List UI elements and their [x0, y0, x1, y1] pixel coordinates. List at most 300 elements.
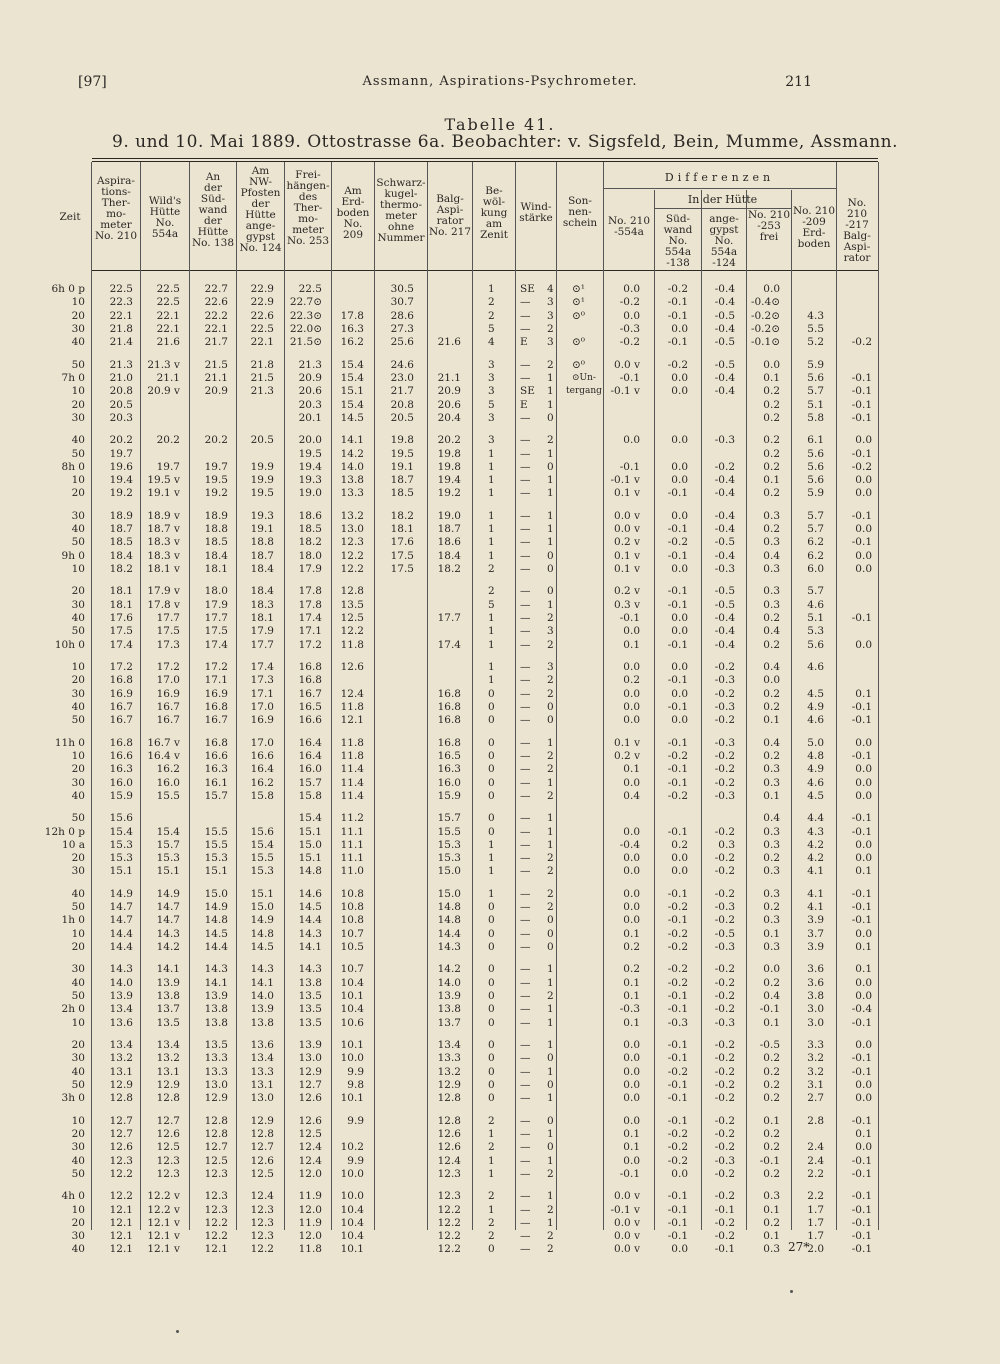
cell-sud: 15.5 — [204, 825, 228, 838]
cell-wind-strength: 1 — [547, 976, 554, 989]
cell-d2: -0.1 — [667, 674, 688, 687]
cell-zeit: 40 — [71, 976, 85, 989]
cell-d5: 5.7 — [807, 585, 824, 598]
table-row — [0, 296, 1000, 309]
cell-sud: 12.3 — [204, 1190, 228, 1203]
table-row — [0, 1092, 1000, 1105]
cell-d5: 3.6 — [807, 963, 824, 976]
cell-bewoelkung: 1 — [488, 865, 495, 878]
cell-erd: 13.2 — [340, 509, 364, 522]
table-row — [0, 283, 1000, 296]
cell-d4: 0.2 — [763, 1127, 780, 1140]
cell-wind-strength: 1 — [547, 1190, 554, 1203]
cell-wind-strength: 2 — [547, 1230, 554, 1243]
table-row — [0, 461, 1000, 474]
cell-aspir: 14.4 — [109, 927, 133, 940]
cell-nw: 17.9 — [250, 625, 274, 638]
cell-wind-strength: 2 — [547, 434, 554, 447]
cell-frei: 16.0 — [298, 763, 322, 776]
table-row — [0, 1039, 1000, 1052]
cell-wild: 16.9 — [156, 687, 180, 700]
cell-wind-strength: 0 — [547, 700, 554, 713]
cell-bewoelkung: 0 — [488, 763, 495, 776]
cell-wind-direction: SE — [520, 385, 535, 398]
cell-d3: -0.4 — [714, 322, 735, 335]
cell-frei: 19.4 — [298, 460, 322, 473]
cell-nw: 15.6 — [250, 825, 274, 838]
cell-nw: 12.8 — [250, 1127, 274, 1140]
cell-d1: 0.0 — [623, 852, 640, 865]
cell-d4: 0.2 — [763, 447, 780, 460]
cell-wind-direction: — — [520, 309, 531, 322]
cell-wind-direction: — — [520, 1230, 531, 1243]
cell-aspir: 21.4 — [109, 336, 133, 349]
cell-erd: 11.4 — [340, 776, 364, 789]
cell-wind-strength: 1 — [547, 385, 554, 398]
cell-bewoelkung: 1 — [488, 1127, 495, 1140]
cell-wild: 12.5 — [156, 1141, 180, 1154]
cell-erd: 14.0 — [340, 460, 364, 473]
cell-sud: 17.9 — [204, 598, 228, 611]
cell-d4: 0.2 — [763, 523, 780, 536]
cell-d3: -0.2 — [714, 865, 735, 878]
cell-d3: -0.2 — [714, 1141, 735, 1154]
cell-bewoelkung: 5 — [488, 322, 495, 335]
cell-wind-strength: 1 — [547, 736, 554, 749]
cell-schw: 20.8 — [390, 398, 414, 411]
cell-bewoelkung: 5 — [488, 398, 495, 411]
table-row — [0, 563, 1000, 576]
cell-d3: -0.4 — [714, 296, 735, 309]
cell-nw: 19.3 — [250, 509, 274, 522]
cell-wild: 20.2 — [156, 434, 180, 447]
cell-d5: 4.9 — [807, 700, 824, 713]
cell-frei: 11.9 — [298, 1216, 322, 1229]
cell-aspir: 15.4 — [109, 825, 133, 838]
cell-sud: 15.3 — [204, 852, 228, 865]
cell-aspir: 17.5 — [109, 625, 133, 638]
cell-schw: 18.7 — [390, 474, 414, 487]
table-row — [0, 865, 1000, 878]
cell-sud: 14.1 — [204, 976, 228, 989]
cell-wind-strength: 1 — [547, 1065, 554, 1078]
cell-balg: 16.5 — [437, 749, 461, 762]
column-header-d1: No. 210 -554a — [607, 215, 651, 238]
column-header-erd: Am Erd- boden No. 209 — [336, 185, 370, 241]
cell-wild: 17.9 v — [147, 585, 180, 598]
cell-erd: 11.1 — [340, 852, 364, 865]
cell-d5: 5.1 — [807, 612, 824, 624]
cell-d4: 0.4 — [763, 812, 780, 825]
cell-nw: 13.6 — [250, 1039, 274, 1051]
cell-wind-direction: — — [520, 789, 531, 802]
running-title: Assmann, Aspirations-Psychrometer. — [362, 74, 638, 89]
cell-bewoelkung: 1 — [488, 536, 495, 549]
cell-erd: 13.8 — [340, 474, 364, 487]
cell-d2: -0.1 — [667, 309, 688, 322]
cell-wild: 16.2 — [156, 763, 180, 776]
cell-d3: -0.2 — [714, 749, 735, 762]
cell-d1: 0.0 — [623, 914, 640, 927]
cell-nw: 19.1 — [250, 523, 274, 536]
cell-aspir: 12.1 — [109, 1243, 133, 1256]
cell-d2: -0.1 — [667, 1203, 688, 1216]
cell-wind-direction: — — [520, 1154, 531, 1167]
cell-d3: -0.5 — [714, 585, 735, 598]
cell-erd: 11.1 — [340, 825, 364, 838]
table-row — [0, 977, 1000, 990]
cell-frei: 13.0 — [298, 1052, 322, 1065]
cell-d1: -0.1 v — [610, 1203, 640, 1216]
cell-aspir: 12.1 — [109, 1216, 133, 1229]
cell-erd: 10.6 — [340, 1016, 364, 1029]
table-row — [0, 928, 1000, 941]
cell-frei: 12.6 — [298, 1092, 322, 1105]
cell-d6: 0.1 — [855, 687, 872, 700]
cell-d4: -0.2⊙ — [750, 322, 780, 335]
cell-zeit: 30 — [71, 1141, 85, 1154]
cell-d2: -0.1 — [667, 1230, 688, 1243]
cell-frei: 16.4 — [298, 736, 322, 749]
cell-bewoelkung: 1 — [488, 887, 495, 900]
cell-zeit: 7h 0 — [61, 371, 85, 384]
table-row — [0, 474, 1000, 487]
cell-d4: 0.1 — [763, 927, 780, 940]
cell-d3: -0.2 — [714, 1167, 735, 1180]
cell-balg: 15.0 — [437, 865, 461, 878]
cell-aspir: 14.7 — [109, 901, 133, 914]
cell-wind-strength: 1 — [547, 1039, 554, 1051]
cell-d1: 0.2 — [623, 963, 640, 976]
cell-d3: -0.4 — [714, 371, 735, 384]
table-row — [0, 1115, 1000, 1128]
cell-nw: 16.6 — [250, 749, 274, 762]
cell-sud: 14.3 — [204, 963, 228, 976]
cell-aspir: 20.3 — [109, 411, 133, 424]
cell-zeit: 6h 0 p — [51, 283, 85, 295]
cell-wind-direction: — — [520, 358, 531, 371]
cell-sud: 18.1 — [204, 563, 228, 575]
cell-bewoelkung: 2 — [488, 309, 495, 322]
cell-d5: 5.1 — [807, 398, 824, 411]
cell-wind-direction: — — [520, 1039, 531, 1051]
cell-frei: 20.3 — [298, 398, 322, 411]
cell-d5: 5.0 — [807, 736, 824, 749]
cell-d5: 3.8 — [807, 990, 824, 1002]
cell-d2: 0.0 — [671, 434, 688, 447]
cell-d3: -0.5 — [714, 598, 735, 611]
cell-frei: 16.8 — [298, 674, 322, 687]
cell-d3: -0.2 — [714, 1078, 735, 1091]
cell-d2: 0.0 — [671, 687, 688, 700]
cell-erd: 12.8 — [340, 585, 364, 598]
cell-schw: 19.1 — [390, 460, 414, 473]
top-rule — [92, 158, 878, 159]
cell-d2: -0.2 — [667, 1141, 688, 1154]
cell-zeit: 10 — [71, 661, 85, 673]
cell-d6: -0.1 — [851, 714, 872, 727]
table-subtitle: 9. und 10. Mai 1889. Ottostrasse 6a. Beobachter: v. Sigsfeld, Bein, Mumme, Assmann. — [112, 132, 899, 152]
cell-nw: 12.3 — [250, 1203, 274, 1216]
cell-zeit: 20 — [71, 941, 85, 953]
cell-zeit: 30 — [71, 322, 85, 335]
cell-schw: 19.8 — [390, 434, 414, 447]
cell-wild: 14.9 — [156, 887, 180, 900]
cell-d2: 0.0 — [671, 612, 688, 624]
cell-zeit: 4h 0 — [61, 1190, 85, 1203]
cell-d2: -0.1 — [667, 1216, 688, 1229]
cell-nw: 15.5 — [250, 852, 274, 865]
cell-erd: 11.4 — [340, 763, 364, 776]
cell-sud: 22.6 — [204, 296, 228, 309]
cell-erd: 10.4 — [340, 1216, 364, 1229]
cell-wind-strength: 2 — [547, 749, 554, 762]
cell-d2: -0.2 — [667, 749, 688, 762]
cell-wind-direction: — — [520, 1114, 531, 1127]
cell-aspir: 12.1 — [109, 1230, 133, 1243]
cell-zeit: 3h 0 — [61, 1092, 85, 1105]
cell-nw: 17.4 — [250, 661, 274, 673]
cell-wind-direction: — — [520, 736, 531, 749]
table-row — [0, 750, 1000, 763]
cell-wind-direction: — — [520, 1167, 531, 1180]
cell-d2: -0.1 — [667, 990, 688, 1002]
column-header-frei: Frei- hängen- des Ther- mo- meter No. 253 — [286, 169, 330, 247]
cell-d1: 0.0 v — [614, 1230, 640, 1243]
cell-wind-direction: — — [520, 749, 531, 762]
cell-schw: 17.5 — [390, 563, 414, 575]
cell-zeit: 30 — [71, 411, 85, 424]
cell-bewoelkung: 1 — [488, 549, 495, 562]
cell-d6: -0.1 — [851, 700, 872, 713]
cell-wind-direction: — — [520, 674, 531, 687]
cell-d3: -0.1 — [714, 1203, 735, 1216]
cell-schw: 17.5 — [390, 549, 414, 562]
cell-wind-strength: 0 — [547, 1114, 554, 1127]
cell-erd: 10.1 — [340, 1243, 364, 1256]
table-row — [0, 1230, 1000, 1243]
cell-wild: 12.3 — [156, 1154, 180, 1167]
cell-d3: -0.3 — [714, 674, 735, 687]
cell-bewoelkung: 2 — [488, 585, 495, 598]
cell-aspir: 15.3 — [109, 838, 133, 851]
cell-bewoelkung: 4 — [488, 336, 495, 349]
column-header-d2: Süd- wand No. 554a -138 — [663, 213, 693, 269]
cell-d3: -0.3 — [714, 941, 735, 953]
cell-d6: 0.0 — [855, 1141, 872, 1154]
table-row — [0, 901, 1000, 914]
cell-frei: 21.5⊙ — [289, 336, 322, 349]
cell-d6: -0.1 — [851, 825, 872, 838]
cell-erd: 10.4 — [340, 1230, 364, 1243]
cell-aspir: 16.6 — [109, 749, 133, 762]
cell-d3: -0.2 — [714, 963, 735, 976]
cell-zeit: 30 — [71, 509, 85, 522]
differenzen-header: Differenzen — [664, 171, 775, 184]
cell-bewoelkung: 0 — [488, 990, 495, 1002]
cell-d4: 0.3 — [763, 941, 780, 953]
cell-d3: -0.5 — [714, 358, 735, 371]
cell-balg: 12.2 — [437, 1216, 461, 1229]
cell-frei: 16.4 — [298, 749, 322, 762]
cell-balg: 12.8 — [437, 1114, 461, 1127]
cell-d5: 6.2 — [807, 549, 824, 562]
cell-balg: 16.8 — [437, 687, 461, 700]
cell-d4: 0.2 — [763, 487, 780, 500]
table-row — [0, 1217, 1000, 1230]
cell-aspir: 19.7 — [109, 447, 133, 460]
cell-d4: 0.3 — [763, 914, 780, 927]
cell-d5: 4.6 — [807, 598, 824, 611]
cell-frei: 12.6 — [298, 1114, 322, 1127]
cell-wild: 13.1 — [156, 1065, 180, 1078]
cell-sud: 13.5 — [204, 1039, 228, 1051]
cell-bewoelkung: 0 — [488, 1065, 495, 1078]
cell-d2: 0.0 — [671, 509, 688, 522]
cell-d2: -0.1 — [667, 887, 688, 900]
cell-d4: 0.1 — [763, 1016, 780, 1029]
cell-wind-strength: 2 — [547, 674, 554, 687]
cell-d5: 5.6 — [807, 460, 824, 473]
cell-sonnenschein: ⊙Un- — [572, 372, 596, 383]
cell-wild: 22.5 — [156, 296, 180, 309]
cell-bewoelkung: 3 — [488, 411, 495, 424]
cell-d1: 0.1 v — [614, 549, 640, 562]
cell-wild: 14.7 — [156, 901, 180, 914]
cell-nw: 16.9 — [250, 714, 274, 727]
cell-d3: -0.2 — [714, 825, 735, 838]
cell-sud: 18.4 — [204, 549, 228, 562]
cell-d2: -0.1 — [667, 776, 688, 789]
cell-aspir: 19.6 — [109, 460, 133, 473]
cell-zeit: 10 — [71, 563, 85, 575]
cell-erd: 16.3 — [340, 322, 364, 335]
cell-wind-direction: — — [520, 1190, 531, 1203]
cell-d2: 0.0 — [671, 474, 688, 487]
cell-d5: 6.0 — [807, 563, 824, 575]
cell-schw: 30.7 — [390, 296, 414, 309]
cell-d4: 0.0 — [763, 674, 780, 687]
cell-zeit: 50 — [71, 714, 85, 727]
cell-d2: -0.2 — [667, 1127, 688, 1140]
cell-aspir: 18.1 — [109, 598, 133, 611]
cell-wind-direction: — — [520, 474, 531, 487]
cell-d6: -0.1 — [851, 901, 872, 914]
table-row — [0, 523, 1000, 536]
cell-sud: 13.3 — [204, 1065, 228, 1078]
cell-d3: -0.2 — [714, 714, 735, 727]
cell-aspir: 15.6 — [109, 812, 133, 825]
table-row — [0, 434, 1000, 447]
cell-d6: -0.4 — [851, 1003, 872, 1016]
table-row — [0, 612, 1000, 625]
cell-balg: 20.6 — [437, 398, 461, 411]
cell-zeit: 10h 0 — [54, 638, 85, 651]
cell-wind-strength: 2 — [547, 612, 554, 624]
cell-sud: 22.2 — [204, 309, 228, 322]
cell-wind-strength: 2 — [547, 852, 554, 865]
cell-frei: 22.0⊙ — [289, 322, 322, 335]
cell-wind-strength: 1 — [547, 1127, 554, 1140]
cell-d1: 0.1 — [623, 990, 640, 1002]
cell-zeit: 11h 0 — [54, 736, 85, 749]
cell-d2: -0.1 — [667, 1114, 688, 1127]
cell-balg: 13.3 — [437, 1052, 461, 1065]
column-header-wind: Wind- stärke — [519, 201, 553, 224]
cell-d4: 0.3 — [763, 509, 780, 522]
cell-wild: 17.7 — [156, 612, 180, 624]
column-header-schw: Schwarz- kugel- thermo- meter ohne Nummer — [376, 177, 426, 244]
cell-zeit: 10 — [71, 474, 85, 487]
cell-d2: 0.0 — [671, 625, 688, 638]
cell-balg: 12.6 — [437, 1127, 461, 1140]
cell-sud: 21.7 — [204, 336, 228, 349]
cell-d6: 0.0 — [855, 927, 872, 940]
cell-d5: 4.9 — [807, 763, 824, 776]
cell-nw: 14.1 — [250, 976, 274, 989]
cell-wind-strength: 1 — [547, 536, 554, 549]
cell-wind-direction: — — [520, 1003, 531, 1016]
cell-d6: 0.0 — [855, 852, 872, 865]
cell-wind-direction: E — [520, 398, 528, 411]
cell-wild: 18.7 v — [147, 523, 180, 536]
cell-sud: 20.2 — [204, 434, 228, 447]
cell-wind-strength: 3 — [547, 661, 554, 673]
cell-wind-strength: 2 — [547, 990, 554, 1002]
cell-wind-direction: — — [520, 661, 531, 673]
table-row — [0, 1243, 1000, 1256]
cell-d4: 0.2 — [763, 1216, 780, 1229]
cell-sud: 15.0 — [204, 887, 228, 900]
cell-d5: 5.9 — [807, 487, 824, 500]
cell-wind-direction: — — [520, 434, 531, 447]
cell-d4: 0.3 — [763, 865, 780, 878]
cell-erd: 10.0 — [340, 1052, 364, 1065]
cell-nw: 12.3 — [250, 1216, 274, 1229]
cell-d6: 0.0 — [855, 1078, 872, 1091]
cell-d6: 0.0 — [855, 789, 872, 802]
cell-sud: 13.8 — [204, 1016, 228, 1029]
table-row — [0, 599, 1000, 612]
cell-d1: 0.1 — [623, 763, 640, 776]
cell-zeit: 50 — [71, 990, 85, 1002]
cell-nw: 22.9 — [250, 296, 274, 309]
cell-aspir: 15.1 — [109, 865, 133, 878]
cell-sud: 18.5 — [204, 536, 228, 549]
cell-wild: 13.8 — [156, 990, 180, 1002]
cell-d2: -0.1 — [667, 700, 688, 713]
cell-wild: 15.1 — [156, 865, 180, 878]
cell-wind-direction: — — [520, 941, 531, 953]
cell-erd: 11.8 — [340, 700, 364, 713]
cell-frei: 11.9 — [298, 1190, 322, 1203]
cell-d3: -0.2 — [714, 1065, 735, 1078]
cell-sud: 16.7 — [204, 714, 228, 727]
cell-d4: 0.2 — [763, 460, 780, 473]
table-row — [0, 448, 1000, 461]
cell-wild: 16.0 — [156, 776, 180, 789]
cell-d3: -0.2 — [714, 460, 735, 473]
cell-d6: 0.0 — [855, 523, 872, 536]
cell-erd: 14.5 — [340, 411, 364, 424]
cell-sud: 19.2 — [204, 487, 228, 500]
table-row — [0, 1190, 1000, 1203]
cell-frei: 17.2 — [298, 638, 322, 651]
cell-sud: 13.0 — [204, 1078, 228, 1091]
cell-d4: 0.2 — [763, 1167, 780, 1180]
cell-d5: 3.1 — [807, 1078, 824, 1091]
cell-bewoelkung: 0 — [488, 812, 495, 825]
